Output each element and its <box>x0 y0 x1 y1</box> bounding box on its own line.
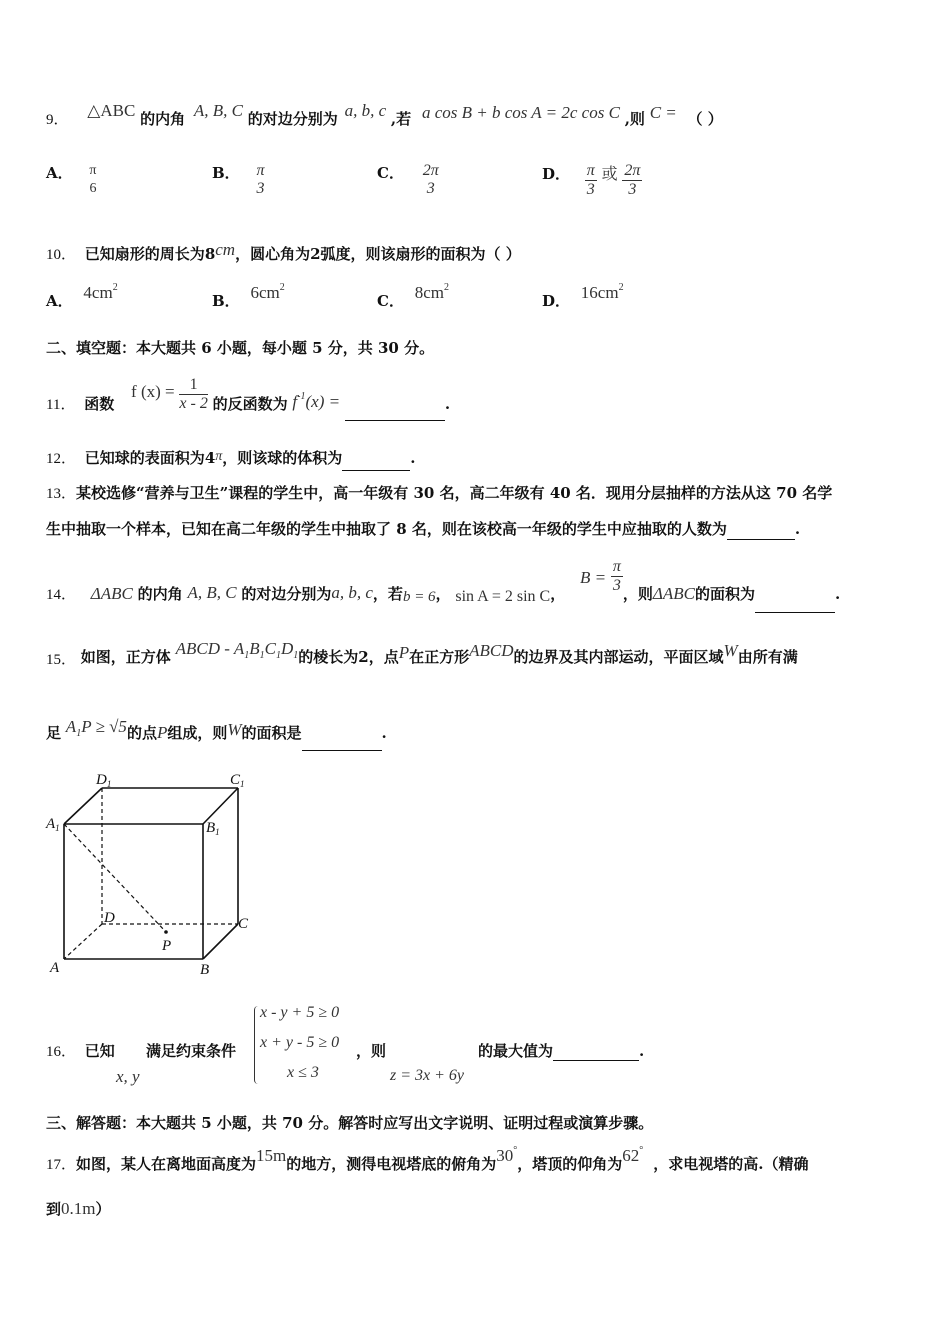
text: 的棱长为 <box>298 648 359 666</box>
text: ，塔顶的仰角为 <box>517 1155 623 1173</box>
text: 的内角 <box>140 110 186 128</box>
question-15-line-2 <box>46 717 910 751</box>
question-10 <box>46 240 910 266</box>
math-vars: x, y <box>116 1067 140 1086</box>
text: ，圆心角为 <box>235 245 311 263</box>
constraint-2: x + y - 5 ≥ 0 <box>260 1034 340 1051</box>
numerator: 1 <box>179 376 207 395</box>
math-text: 30 <box>496 1146 514 1165</box>
option-label: D． <box>542 292 571 310</box>
option-label: D． <box>542 164 571 183</box>
fraction <box>611 558 623 595</box>
answer-blank[interactable] <box>727 521 795 540</box>
answer-paren: （ ） <box>687 110 723 128</box>
text: ,若 <box>390 110 412 128</box>
math: B = <box>579 567 607 587</box>
math: ΔABC <box>90 583 133 603</box>
option-label: B． <box>212 292 240 310</box>
denominator: 3 <box>256 180 265 197</box>
math-equation: a cos B + b cos A = 2c cos C <box>421 103 620 122</box>
text: 如图，某人在离地面高度为 <box>76 1155 257 1173</box>
math: 0.1m <box>61 1199 96 1218</box>
denominator: x - 2 <box>179 395 208 412</box>
math-text: (x) = <box>305 391 341 411</box>
subscript: 1 <box>275 650 281 661</box>
option-label: A． <box>46 292 73 310</box>
text: 满足约束条件 <box>146 1042 237 1060</box>
math: A, B, C <box>187 582 237 602</box>
answer-blank[interactable] <box>553 1042 639 1061</box>
period: . <box>794 520 801 538</box>
denominator: 3 <box>586 181 595 198</box>
period: . <box>444 394 451 413</box>
math: sin A = 2 sin C <box>455 587 551 605</box>
math: f (x) = <box>131 381 175 401</box>
math: ABCD <box>469 641 514 660</box>
option-label: B． <box>212 164 240 182</box>
superscript: 2 <box>444 282 450 293</box>
text: 弧度，则该扇形的面积为（ ） <box>320 245 521 263</box>
superscript: 2 <box>112 282 118 293</box>
numerator: π <box>612 558 621 575</box>
text: 由所有满 <box>737 648 798 666</box>
math: a, b, c <box>331 582 373 602</box>
answer-blank[interactable] <box>342 452 410 471</box>
numerator: π <box>256 162 265 179</box>
question-number: 14． <box>46 586 77 603</box>
option-value <box>581 283 624 302</box>
text: 的内角 <box>137 584 183 603</box>
text: 如图，正方体 <box>80 648 171 666</box>
text: ） <box>95 1200 111 1218</box>
text: 的点 <box>126 724 157 742</box>
math: a, b, c <box>344 101 387 120</box>
text: 到 <box>46 1200 62 1218</box>
text: ,则 <box>624 110 645 128</box>
math-text: f <box>292 391 298 411</box>
text: ，求电视塔的高.（精确 <box>653 1155 809 1173</box>
text: 已知球的表面积为 <box>84 449 205 467</box>
text: 的最大值为 <box>478 1042 554 1060</box>
text: 的面积是 <box>241 724 302 742</box>
math-text: ABCD - A <box>175 639 245 658</box>
subscript: 1 <box>259 650 265 661</box>
period: . <box>381 724 387 742</box>
question-number: 9． <box>46 112 69 128</box>
text: 某校选修“营养与卫生”课程的学生中，高一年级有 30 名，高二年级有 40 名．现用分层抽样的方法从这 70 名学 <box>76 484 833 502</box>
or-text: 或 <box>601 163 618 183</box>
option-c <box>377 162 441 198</box>
math: C = <box>649 103 677 122</box>
subscript: 1 <box>293 650 299 661</box>
text: ， <box>550 584 566 603</box>
math-text: 15m <box>256 1146 287 1165</box>
option-b <box>212 162 266 198</box>
superscript: ° <box>513 1145 518 1156</box>
text: ， <box>435 584 451 603</box>
label-a: A <box>50 960 60 976</box>
label-b: B <box>200 962 210 978</box>
superscript: -1 <box>297 390 306 402</box>
math-angle <box>622 1146 643 1165</box>
text: ，则该球的体积为 <box>222 449 343 467</box>
math-text: B <box>249 639 260 658</box>
question-number: 10． <box>46 247 77 263</box>
answer-blank[interactable] <box>302 732 382 751</box>
text: 8 <box>204 245 216 263</box>
text: 生中抽取一个样本，已知在高二年级的学生中抽取了 8 名，则在该校高一年级的学生中应抽取的人数为 <box>46 520 727 538</box>
math: π <box>215 449 223 464</box>
point-p <box>164 930 168 934</box>
period: . <box>639 1042 645 1060</box>
fraction <box>585 162 597 199</box>
superscript: 2 <box>618 282 624 293</box>
math <box>256 1146 286 1165</box>
value-text: 16cm <box>580 283 619 302</box>
denominator: 6 <box>89 181 97 196</box>
question-number: 15． <box>46 652 77 668</box>
option-label: C． <box>377 292 404 310</box>
math: W <box>723 641 738 660</box>
question-11 <box>46 370 910 414</box>
option-value <box>250 283 284 302</box>
fraction <box>622 162 642 199</box>
question-number: 12． <box>46 451 77 467</box>
label-c: C <box>238 916 249 932</box>
question-number: 13． <box>46 486 77 502</box>
question-13-line-1 <box>46 482 910 505</box>
edge-cb <box>203 924 238 959</box>
label-c1: $C_1$ <box>230 772 245 789</box>
text: 已知扇形的周长为 <box>84 245 205 263</box>
math-inequality <box>65 717 127 739</box>
text: 足 <box>46 724 62 742</box>
denominator: 3 <box>628 181 637 198</box>
value-text: 6cm <box>250 283 280 302</box>
text: ，则 <box>356 1042 387 1060</box>
option-label: C． <box>377 164 404 182</box>
question-12 <box>46 447 910 471</box>
question-17-line-2 <box>46 1198 910 1220</box>
answer-blank[interactable] <box>345 402 445 421</box>
option-d <box>542 162 642 199</box>
question-number: 17． <box>46 1157 77 1173</box>
math: b = 6 <box>402 588 436 605</box>
subscript: 1 <box>76 728 82 739</box>
text: 的对边分别为 <box>241 584 332 603</box>
segment-a1p <box>64 824 166 932</box>
subscript: 1 <box>244 650 250 661</box>
question-9 <box>46 101 910 131</box>
math-text: 62 <box>622 1146 640 1165</box>
numerator: 2π <box>422 162 439 179</box>
value-text: 8cm <box>414 283 445 302</box>
superscript: ° <box>639 1145 644 1156</box>
text: 的地方，测得电视塔底的俯角为 <box>286 1155 497 1173</box>
fraction <box>87 162 98 198</box>
math-angle <box>496 1146 517 1165</box>
text: ，若 <box>372 584 403 603</box>
math-cube-name <box>175 639 299 661</box>
math: P <box>156 723 168 742</box>
question-15-line-1 <box>46 639 910 675</box>
denominator: 3 <box>612 577 621 594</box>
math-text: D <box>280 639 294 658</box>
math: P <box>398 643 410 662</box>
denominator: 3 <box>426 180 435 197</box>
text: ，点 <box>368 648 399 666</box>
option-d <box>542 282 624 310</box>
math <box>292 392 340 411</box>
constraint-3: x ≤ 3 <box>287 1064 319 1081</box>
fraction <box>421 162 441 198</box>
option-b <box>212 282 285 310</box>
text: 2 <box>310 245 321 263</box>
math: ΔABC <box>652 583 695 603</box>
option-a <box>46 162 99 198</box>
objective-function: z = 3x + 6y <box>390 1067 465 1084</box>
option-label: A． <box>46 164 73 182</box>
period: . <box>835 584 841 603</box>
edge-c1b1 <box>203 788 238 824</box>
label-p: P <box>162 938 172 954</box>
label-b1: $B_1$ <box>206 820 220 837</box>
text: 2 <box>358 648 369 666</box>
text: 的对边分别为 <box>247 110 338 128</box>
hidden-edge-da <box>64 924 102 959</box>
edge-a1d1 <box>64 788 102 824</box>
question-number: 16． <box>46 1044 77 1060</box>
math-text: A <box>65 717 77 736</box>
cube-figure <box>40 766 270 986</box>
math-text: C <box>264 639 276 658</box>
text: 已知 <box>84 1042 115 1060</box>
numerator: π <box>89 163 97 178</box>
math: A, B, C <box>193 101 244 120</box>
label-a1: $A_1$ <box>46 816 60 833</box>
question-13-line-2 <box>46 518 910 540</box>
math-unit: cm <box>215 240 236 259</box>
text: 的边界及其内部运动，平面区域 <box>513 648 724 666</box>
fraction <box>254 162 266 198</box>
math-triangle: △ABC <box>87 101 136 120</box>
option-value <box>83 283 117 302</box>
math: W <box>227 720 242 739</box>
fraction <box>179 376 207 413</box>
constraint-1: x - y + 5 ≥ 0 <box>260 1004 340 1021</box>
text: 函数 <box>84 394 115 413</box>
text: 的反函数为 <box>212 394 288 413</box>
option-value <box>415 283 449 302</box>
numerator: 2π <box>624 162 641 179</box>
question-16 <box>46 1040 115 1061</box>
q16-tail <box>478 1040 644 1061</box>
question-number: 11． <box>46 396 76 413</box>
text: 的面积为 <box>695 584 756 603</box>
numerator: π <box>586 162 595 179</box>
label-d: D <box>104 910 115 926</box>
period: . <box>410 449 416 467</box>
label-d1: $D_1$ <box>96 772 112 789</box>
question-14 <box>46 556 910 605</box>
section-heading-solutions: 三、解答题：本大题共 5 小题，共 70 分。解答时应写出文字说明、证明过程或演算步骤。 <box>46 1114 654 1132</box>
text: 4 <box>204 449 216 467</box>
math-text: P ≥ √5 <box>81 717 127 736</box>
section-heading-fill-blank: 二、填空题：本大题共 6 小题，每小题 5 分，共 30 分。 <box>46 339 435 357</box>
option-c <box>377 282 450 310</box>
option-a <box>46 282 118 310</box>
text: 在正方形 <box>409 648 470 666</box>
text: 组成，则 <box>167 724 228 742</box>
answer-blank[interactable] <box>755 594 835 613</box>
superscript: 2 <box>279 282 285 293</box>
question-17-line-1 <box>46 1145 910 1176</box>
value-text: 4cm <box>83 283 113 302</box>
text: ，则 <box>622 584 653 603</box>
